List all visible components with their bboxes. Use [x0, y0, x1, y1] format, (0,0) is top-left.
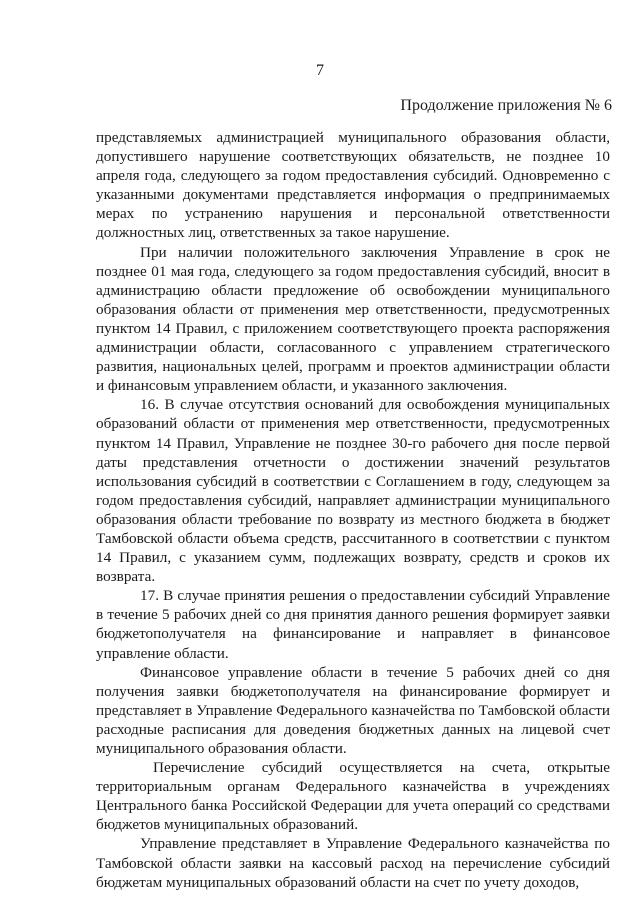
paragraph-item-16: 16. В случае отсутствия оснований для освобождения муниципальных образований области от применения мер ответственности, предусмотренных пунктом 14 Правил, Управление не позднее 30-го рабочего дня после первой даты представления отчетности о достижении значений результатов использования субсидий в соответствии с Соглашением в году, следующем за годом предоставления субсидий, направляет администрации муниципального образования области требование по возврату из местного бюджета в бюджет Тамбовской области объема средств, рассчитанного в соответствии с пунктом 14 Правил, с указанием сумм, подлежащих возврату, средств и сроков их возврата. — [96, 396, 610, 586]
page-number: 7 — [316, 62, 324, 79]
body-text — [96, 128, 610, 892]
paragraph-cash-requests: Управление представляет в Управление Федерального казначейства по Тамбовской области заявки на кассовый расход на перечисление субсидий бюджетам муниципальных образований области на счет по учету доходов, — [96, 835, 610, 891]
paragraph-transfer-of-subsidies: Перечисление субсидий осуществляется на счета, открытые территориальным органам Федерального казначейства в учреждениях Центрального банка Российской Федерации для учета операций со средствами бюджетов муниципальных образований. — [96, 759, 610, 834]
appendix-continuation-note: Продолжение приложения № 6 — [400, 97, 612, 114]
paragraph-item-17: 17. В случае принятия решения о предоставлении субсидий Управление в течение 5 рабочих дней со дня принятия данного решения формирует заявки бюджетополучателя на финансирование и направляет в финансовое управление области. — [96, 587, 610, 662]
paragraph-finance-department: Финансовое управление области в течение 5 рабочих дней со дня получения заявки бюджетополучателя на финансирование формирует и представляет в Управление Федерального казначейства по Тамбовской области расходные расписания для доведения бюджетных данных на лицевой счет муниципального образования области. — [96, 663, 610, 757]
paragraph-continuation: представляемых администрацией муниципального образования области, допустившего нарушение соответствующих обязательств, не позднее 10 апреля года, следующего за годом предоставления субсидий. Одновременно с указанными документами представляется информация о предпринимаемых мерах по устранению нарушения и персональной ответственности должностных лиц, ответственных за такое нарушение. — [96, 129, 610, 242]
paragraph-positive-conclusion: При наличии положительного заключения Управление в срок не позднее 01 мая года, следующего за годом предоставления субсидий, вносит в администрацию области предложение об освобождении муниципального образования области от применения мер ответственности, предусмотренных пунктом 14 Правил, с приложением соответствующего проекта распоряжения администрации области, согласованного с управлением стратегического развития, национальных целей, программ и проектов администрации области и финансовым управлением области, и указанного заключения. — [96, 243, 610, 395]
